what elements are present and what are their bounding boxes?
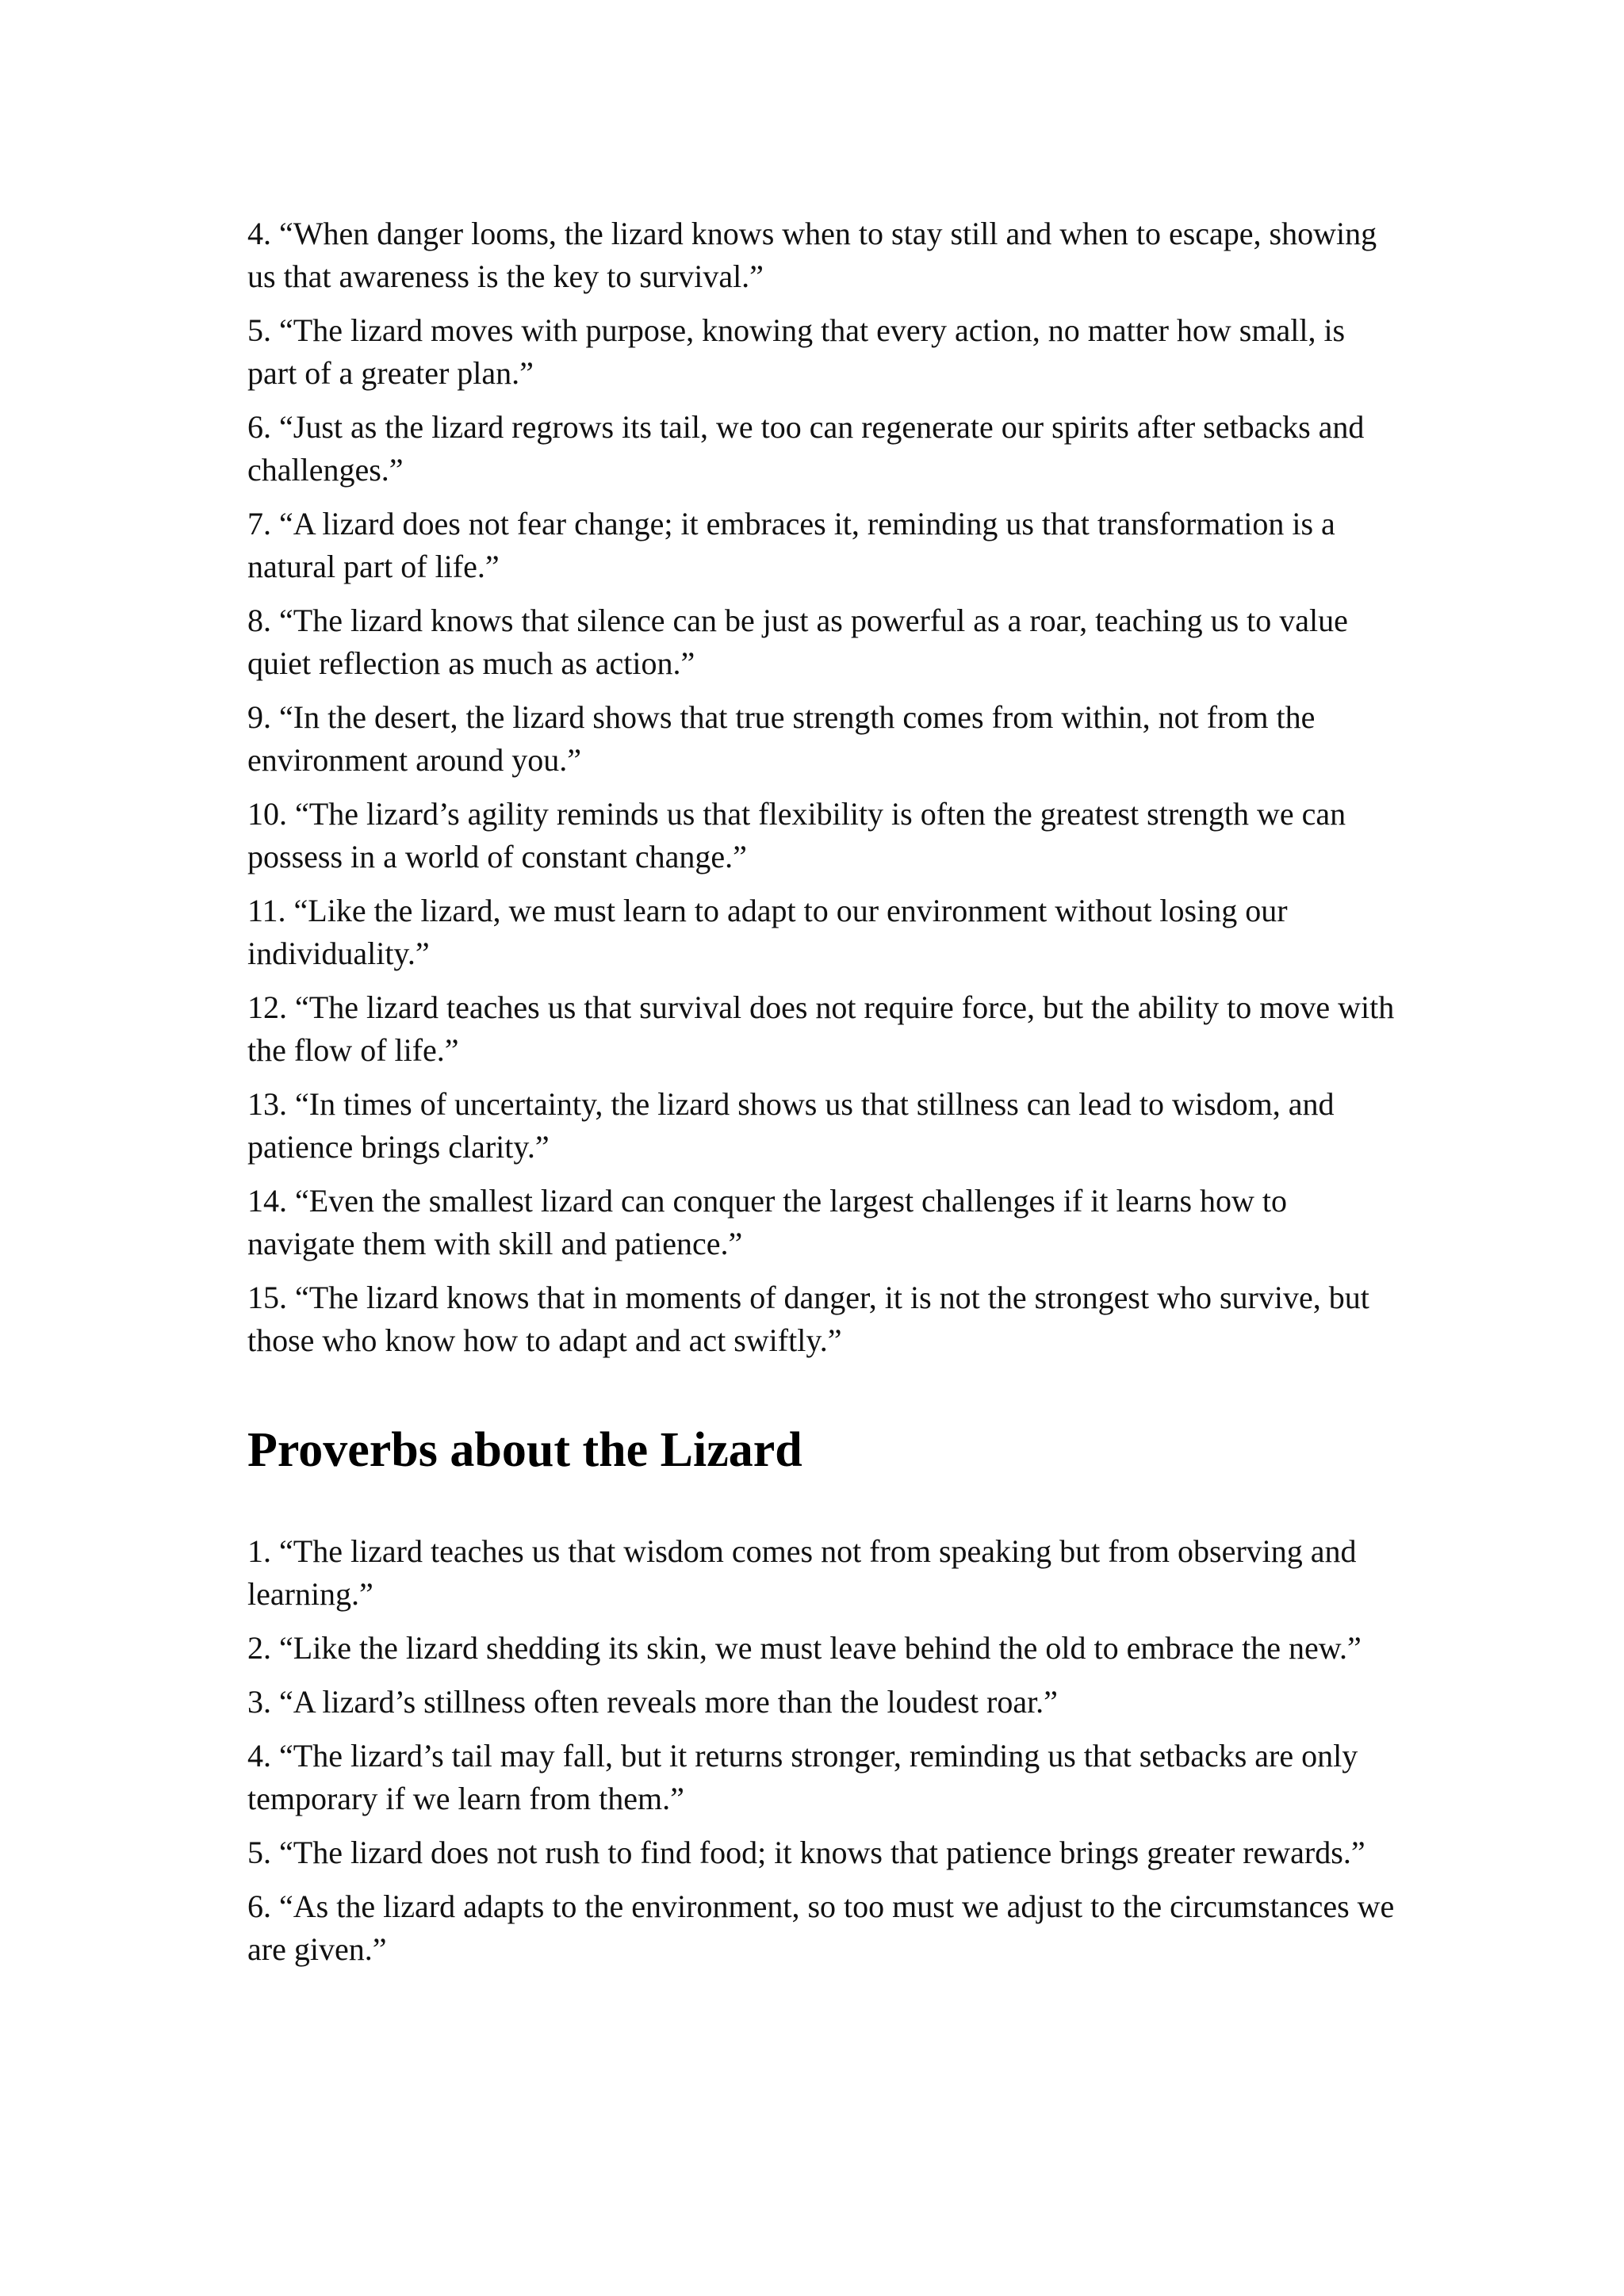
lizard-quotes-list <box>247 212 1397 1362</box>
proverb-item: 3. “A lizard’s stillness often reveals more than the loudest roar.” <box>247 1684 1058 1720</box>
quote-item: 11. “Like the lizard, we must learn to adapt to our environment without losing our individuality.” <box>247 893 1288 971</box>
lizard-proverbs-list <box>247 1530 1397 1971</box>
proverb-item: 1. “The lizard teaches us that wisdom comes not from speaking but from observing and learning.” <box>247 1533 1357 1612</box>
proverb-item: 4. “The lizard’s tail may fall, but it returns stronger, reminding us that setbacks are only temporary if we learn from them.” <box>247 1738 1358 1816</box>
quote-item: 8. “The lizard knows that silence can be just as powerful as a roar, teaching us to value quiet reflection as much as action.” <box>247 603 1348 681</box>
proverb-item: 2. “Like the lizard shedding its skin, we must leave behind the old to embrace the new.” <box>247 1630 1362 1666</box>
quote-item: 7. “A lizard does not fear change; it embraces it, reminding us that transformation is a natural part of life.” <box>247 506 1335 584</box>
quote-item: 13. “In times of uncertainty, the lizard shows us that stillness can lead to wisdom, and patience brings clarity.” <box>247 1086 1335 1165</box>
quote-item: 12. “The lizard teaches us that survival does not require force, but the ability to move with the flow of life.” <box>247 989 1395 1068</box>
document-content <box>247 212 1397 1982</box>
quote-item: 6. “Just as the lizard regrows its tail, we too can regenerate our spirits after setbacks and challenges.” <box>247 409 1365 488</box>
section-heading: Proverbs about the Lizard <box>247 1423 802 1477</box>
quote-item: 15. “The lizard knows that in moments of danger, it is not the strongest who survive, but those who know how to adapt and act swiftly.” <box>247 1280 1369 1358</box>
quote-item: 5. “The lizard moves with purpose, knowing that every action, no matter how small, is part of a greater plan.” <box>247 312 1346 391</box>
proverb-item: 5. “The lizard does not rush to find food; it knows that patience brings greater rewards.” <box>247 1835 1365 1870</box>
quote-item: 9. “In the desert, the lizard shows that true strength comes from within, not from the environment around you.” <box>247 699 1316 778</box>
quote-item: 10. “The lizard’s agility reminds us that flexibility is often the greatest strength we can possess in a world of constant change.” <box>247 796 1346 874</box>
quote-item: 14. “Even the smallest lizard can conquer the largest challenges if it learns how to navigate them with skill and patience.” <box>247 1183 1288 1261</box>
quote-item: 4. “When danger looms, the lizard knows when to stay still and when to escape, showing us that awareness is the key to survival.” <box>247 216 1377 294</box>
proverb-item: 6. “As the lizard adapts to the environment, so too must we adjust to the circumstances we are given.” <box>247 1888 1395 1967</box>
